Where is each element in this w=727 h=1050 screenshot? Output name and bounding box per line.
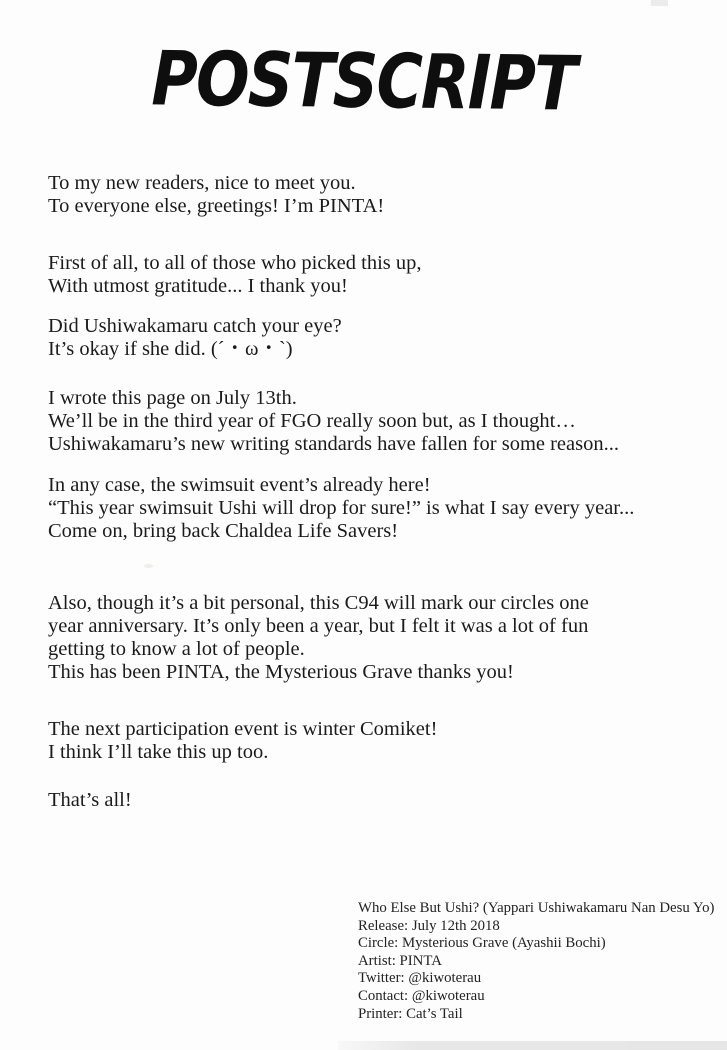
page-title: POSTSCRIPT xyxy=(150,34,577,128)
paragraph-gratitude xyxy=(48,252,422,298)
credits-release-line: Release: July 12th 2018 xyxy=(358,917,500,934)
paragraph-anniversary xyxy=(48,592,589,684)
credits-title-line: Who Else But Ushi? (Yappari Ushiwakamaru Nan Desu Yo) xyxy=(358,900,715,916)
text-line: In any case, the swimsuit event’s already here! xyxy=(48,474,431,496)
scan-artifact xyxy=(338,1041,727,1050)
text-line: Also, though it’s a bit personal, this C94 will mark our circles one xyxy=(48,592,589,614)
text-line: Come on, bring back Chaldea Life Savers! xyxy=(48,520,399,542)
text-line: First of all, to all of those who picked this up, xyxy=(48,252,422,274)
text-line: To everyone else, greetings! I’m PINTA! xyxy=(48,195,385,217)
scan-artifact xyxy=(651,0,668,6)
paragraph-next-event xyxy=(48,718,437,764)
text-line: It’s okay if she did. (´・ω・`) xyxy=(48,338,293,360)
text-line: Ushiwakamaru’s new writing standards have fallen for some reason... xyxy=(48,433,619,455)
text-line: I wrote this page on July 13th. xyxy=(48,387,297,409)
paragraph-greeting xyxy=(48,172,384,218)
paragraph-swimsuit-event xyxy=(48,474,634,543)
text-line: Did Ushiwakamaru catch your eye? xyxy=(48,315,342,337)
credits-block xyxy=(358,900,714,1023)
credits-twitter-line: Twitter: @kiwoterau xyxy=(358,970,482,987)
text-line: The next participation event is winter Comiket! xyxy=(48,718,438,740)
text-line: year anniversary. It’s only been a year, but I felt it was a lot of fun xyxy=(48,615,589,637)
credits-contact-line: Contact: @kiwoterau xyxy=(358,987,485,1004)
text-line: This has been PINTA, the Mysterious Grave thanks you! xyxy=(48,661,514,683)
text-line: We’ll be in the third year of FGO really soon but, as I thought… xyxy=(48,410,576,432)
credits-circle-line: Circle: Mysterious Grave (Ayashii Bochi) xyxy=(358,935,606,952)
text-line: “This year swimsuit Ushi will drop for sure!” is what I say every year... xyxy=(48,497,635,519)
text-line: That’s all! xyxy=(48,789,132,811)
paragraph-closing xyxy=(48,789,132,812)
credits-printer-line: Printer: Cat’s Tail xyxy=(358,1005,463,1022)
text-line: To my new readers, nice to meet you. xyxy=(48,172,356,194)
paragraph-ushiwakamaru xyxy=(48,315,342,361)
text-line: getting to know a lot of people. xyxy=(48,638,305,660)
text-line: With utmost gratitude... I thank you! xyxy=(48,275,348,297)
scan-artifact xyxy=(144,564,153,568)
text-line: I think I’ll take this up too. xyxy=(48,741,269,763)
credits-artist-line: Artist: PINTA xyxy=(358,952,442,969)
paragraph-july-13 xyxy=(48,387,619,456)
